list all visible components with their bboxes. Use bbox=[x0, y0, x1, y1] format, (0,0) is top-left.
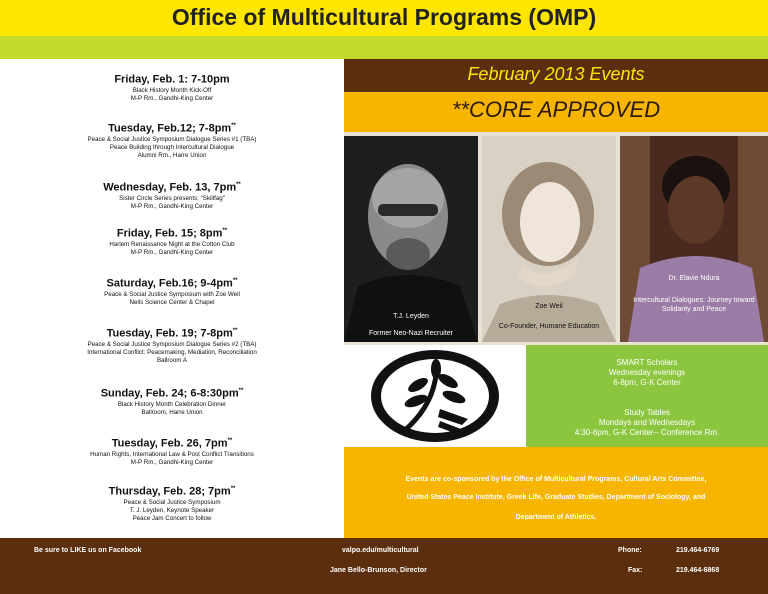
event-detail: M-P Rm., Gandhi-King Center bbox=[130, 94, 214, 102]
event-detail: Peace & Social Justice Symposium Dialogue Series #1 (TBA) bbox=[87, 135, 257, 143]
event-heading: Saturday, Feb.16; 9-4pm bbox=[106, 277, 233, 290]
smart-when: Wednesday evenings bbox=[608, 368, 686, 377]
study-when: Mondays and Wednesdays bbox=[598, 418, 696, 427]
speaker-name: Dr. Elavie Ndura bbox=[668, 275, 720, 282]
speaker-name: Zoe Weil bbox=[535, 303, 563, 310]
portrait-icon bbox=[482, 136, 616, 342]
dove-olive-branch-icon bbox=[344, 345, 526, 447]
core-marker: ** bbox=[222, 228, 228, 234]
events-list bbox=[0, 59, 344, 538]
core-marker: ** bbox=[231, 123, 236, 129]
event-detail: T. J. Leyden, Keynote Speaker bbox=[129, 506, 215, 514]
month-title: February 2013 Events bbox=[467, 64, 645, 84]
event-heading: Wednesday, Feb. 13, 7pm bbox=[103, 181, 237, 194]
event-detail: Black History Month Celebration Dinner bbox=[117, 400, 227, 408]
event-item bbox=[0, 275, 344, 307]
smart-where: 6-8pm, G-K Center bbox=[613, 378, 681, 387]
speaker-caption: Intercultural Dialogues: Journey toward Solidarity and Peace bbox=[633, 297, 755, 313]
event-item bbox=[0, 483, 344, 523]
study-title: Study Tables bbox=[624, 408, 670, 417]
core-marker: ** bbox=[232, 328, 238, 334]
event-heading: Sunday, Feb. 24; 6-8:30pm bbox=[100, 387, 239, 400]
core-marker: ** bbox=[232, 278, 238, 284]
fax-number: 219.464-6868 bbox=[676, 567, 720, 574]
event-item bbox=[0, 71, 344, 103]
event-item bbox=[0, 179, 344, 211]
event-detail: Ballroom A bbox=[157, 356, 187, 364]
website-link[interactable]: valpo.edu/multicultural bbox=[342, 547, 419, 554]
facebook-note: Be sure to LIKE us on Facebook bbox=[34, 547, 142, 554]
event-detail: Alumni Rm., Harre Union bbox=[137, 151, 207, 159]
event-heading: Tuesday, Feb. 19; 7-8pm bbox=[106, 327, 233, 340]
sponsor-line: Department of Athletics. bbox=[515, 514, 597, 521]
phone-number: 219.464-6769 bbox=[676, 547, 720, 554]
core-marker: ** bbox=[227, 438, 233, 444]
event-detail: Peace Building through Intercultural Dialogue bbox=[109, 143, 235, 151]
event-heading: Tuesday, Feb. 26, 7pm bbox=[111, 437, 228, 450]
speaker-caption: Former Neo-Nazi Recruiter bbox=[368, 330, 454, 337]
smart-title: SMART Scholars bbox=[616, 358, 678, 367]
accent-band bbox=[0, 36, 768, 59]
fax-label: Fax: bbox=[628, 567, 643, 574]
event-detail: Black History Month Kick-Off bbox=[132, 86, 212, 94]
event-detail: M-P Rm., Gandhi-King Center bbox=[130, 248, 214, 256]
event-detail: M-P Rm., Gandhi-King Center bbox=[130, 458, 214, 466]
speaker-photo-leyden bbox=[344, 136, 478, 342]
event-detail: Peace & Social Justice Symposium Dialogue Series #2 (TBA) bbox=[87, 340, 257, 348]
core-marker: ** bbox=[238, 388, 244, 394]
event-heading: Tuesday, Feb.12; 7-8pm bbox=[108, 122, 232, 135]
sponsor-panel bbox=[344, 447, 768, 538]
event-item bbox=[0, 435, 344, 467]
event-detail: International Conflict: Peacemaking, Mediation, Reconciliation bbox=[87, 348, 257, 356]
event-heading: Thursday, Feb. 28; 7pm bbox=[108, 485, 231, 498]
event-detail: Peace Jam Concert to follow bbox=[132, 514, 212, 522]
event-item bbox=[0, 120, 344, 160]
event-detail: Peace & Social Justice Symposium bbox=[123, 498, 221, 506]
event-heading: Friday, Feb. 1: 7-10pm bbox=[114, 73, 230, 86]
logo-panel bbox=[344, 345, 526, 447]
core-title: **CORE APPROVED bbox=[451, 97, 661, 122]
event-item bbox=[0, 225, 344, 257]
speaker-photo-weil bbox=[482, 136, 616, 342]
event-detail: Peace & Social Justice Symposium with Zoe Weil bbox=[104, 290, 240, 298]
event-item bbox=[0, 385, 344, 417]
speaker-photos bbox=[344, 132, 768, 345]
event-detail: Sister Circle Series presents: "Skillfag" bbox=[119, 194, 225, 202]
event-detail: Ballroom, Harre Union bbox=[141, 408, 203, 416]
event-heading: Friday, Feb. 15; 8pm bbox=[116, 227, 223, 240]
event-detail: Human Rights, International Law & Post Conflict Transitions bbox=[90, 450, 254, 458]
phone-label: Phone: bbox=[618, 547, 642, 554]
core-marker: ** bbox=[230, 486, 236, 492]
speaker-photo-ndura bbox=[620, 136, 768, 342]
speaker-caption: Co-Founder, Humane Education bbox=[498, 323, 600, 330]
event-detail: Neils Science Center & Chapel bbox=[129, 298, 215, 306]
core-marker: ** bbox=[236, 182, 241, 188]
sponsor-line: Events are co-sponsored by the Office of Multicultural Programs, Cultural Arts Committee, bbox=[405, 476, 707, 483]
speaker-name: T.J. Leyden bbox=[393, 313, 429, 320]
study-where: 4:30-6pm, G-K Center-- Conference Rm. bbox=[574, 428, 720, 437]
page-title: Office of Multicultural Programs (OMP) bbox=[171, 4, 597, 30]
event-detail: Harlem Renaissance Night at the Cotton Club bbox=[109, 240, 235, 248]
event-detail: M-P Rm., Gandhi-King Center bbox=[130, 202, 214, 210]
director-name: Jane Bello-Brunson, Director bbox=[330, 567, 427, 574]
event-item bbox=[0, 325, 344, 365]
sponsor-line: United States Peace Institute, Greek Life, Graduate Studies, Department of Sociology, and bbox=[406, 494, 706, 501]
